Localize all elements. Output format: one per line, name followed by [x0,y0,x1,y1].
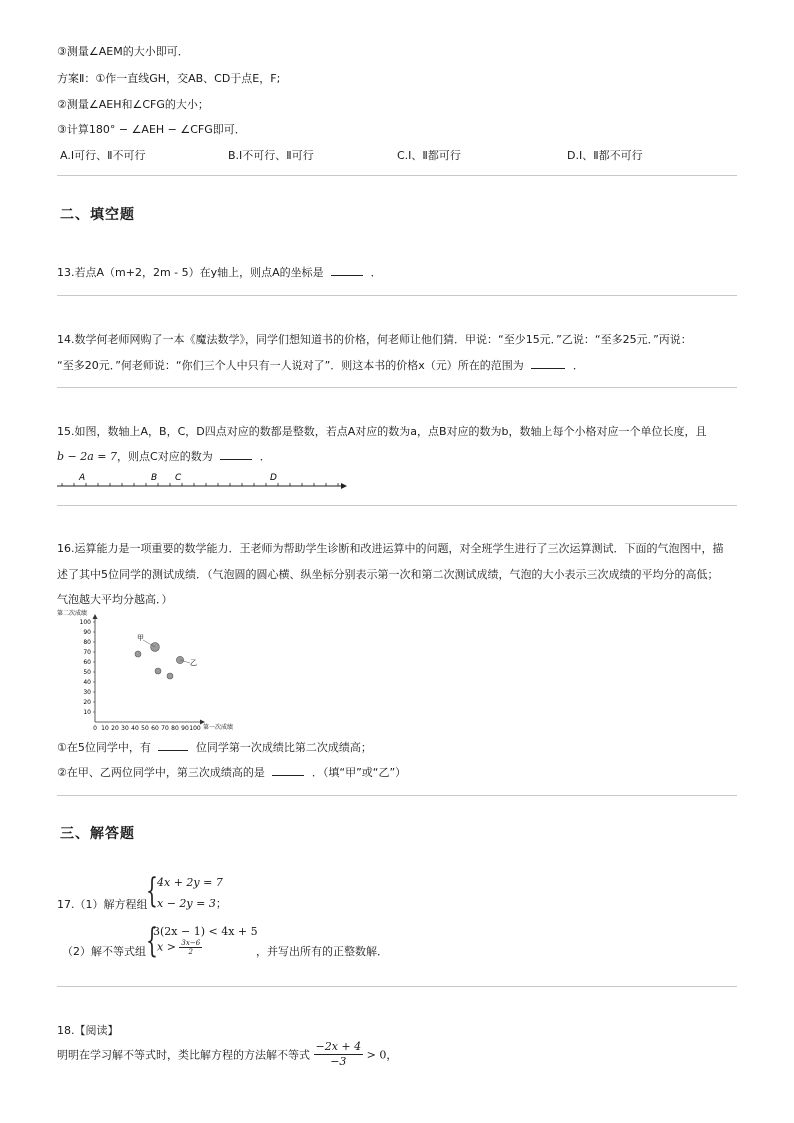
bubble-label: 甲 [137,634,144,642]
q16-line-2: 述了其中5位同学的测试成绩．（气泡圆的圆心横、纵坐标分别表示第一次和第二次测试成绩，气泡的大小表示三次成绩的平均分的高低； [57,568,719,581]
left-brace: { [146,921,158,961]
q12-line-3: ②测量∠AEH和∠CFG的大小； [57,98,209,111]
divider [57,175,737,176]
divider [57,295,737,296]
q17-equation-2-row [157,895,227,911]
q16-line-1: 16.运算能力是一项重要的数学能力．王老师为帮助学生诊断和改进运算中的问题，对全班学生进行了三次运算测试．下面的气泡图中，描 [57,542,724,555]
q17-ineq2-denominator: 2 [188,948,194,956]
divider [57,795,737,796]
q12-option-a[interactable]: A.Ⅰ可行、Ⅱ不可行 [60,149,146,162]
q14-end: ． [572,359,584,372]
number-line [57,470,347,492]
x-tick-label: 100 [189,725,201,732]
q13-end: ． [370,266,382,279]
q18-denominator: −3 [330,1055,347,1068]
q16-sub1-text: ①在5位同学中，有 [57,741,151,754]
q18-title: 18.【阅读】 [57,1024,119,1037]
q17-eq2-suffix: ； [215,897,227,910]
q12-option-c[interactable]: C.Ⅰ、Ⅱ都可行 [397,149,461,162]
x-tick-label: 0 [93,725,97,732]
question-13 [57,264,382,280]
q17-equation-1: 4x + 2y = 7 [157,876,223,889]
y-tick-label: 90 [83,629,91,636]
x-tick-label: 30 [121,725,129,732]
q15-end: ． [259,450,271,463]
x-tick-label: 20 [111,725,119,732]
bubble-chart [55,606,255,734]
q17-part1-label: 17.（1）解方程组 [57,898,148,911]
q12-line-4: ③计算180° − ∠AEH − ∠CFG即可． [57,123,246,136]
bubble-point [167,673,173,679]
y-tick-label: 30 [83,689,91,696]
q17-part2-label: （2）解不等式组 [62,945,146,958]
left-brace: { [146,871,158,911]
bubble-point [135,651,141,657]
q14-answer-blank[interactable] [531,358,565,369]
y-tick-label: 20 [83,699,91,706]
q18-fraction [314,1040,364,1069]
y-tick-label: 10 [83,709,91,716]
divider [57,986,737,987]
q18-line-1 [57,1040,397,1069]
x-tick-label: 50 [141,725,149,732]
q18-inequality-end: > 0， [366,1048,398,1062]
x-tick-label: 60 [151,725,159,732]
q18-text: 明明在学习解不等式时，类比解方程的方法解不等式 [57,1048,310,1062]
question-14-line-2 [57,357,584,373]
point-label-d: D [270,473,277,483]
y-tick-label: 50 [83,669,91,676]
q16-line-3: 气泡越大平均分越高．） [57,593,173,606]
divider [57,505,737,506]
bubble-label: 乙 [190,659,197,667]
q12-line-1: ③测量∠AEM的大小即可． [57,45,189,58]
q15-text: ，则点C对应的数为 [117,450,213,463]
q17-inequality-2 [157,939,202,956]
q17-part2-suffix: ，并写出所有的正整数解． [256,945,388,958]
q16-subquestion-1 [57,739,372,755]
q13-answer-blank[interactable] [331,265,363,276]
y-tick-label: 60 [83,659,91,666]
q15-equation: b − 2a = 7 [57,450,118,463]
point-label-b: B [151,473,158,483]
x-tick-label: 10 [101,725,109,732]
y-tick-label: 80 [83,639,91,646]
q14-text: “至多20元．”何老师说：“你们三个人中只有一人说对了”．则这本书的价格x（元）所在的范围为 [57,359,524,372]
q12-option-b[interactable]: B.Ⅰ不可行、Ⅱ可行 [228,149,314,162]
y-tick-label: 70 [83,649,91,656]
section-title-solutions: 三、解答题 [60,826,135,842]
divider [57,387,737,388]
q17-ineq2-numerator: 3x−6 [181,939,201,947]
x-tick-label: 80 [171,725,179,732]
point-label-c: C [175,473,182,483]
q16-sub1-end: 位同学第一次成绩比第二次成绩高； [195,741,372,754]
q14-line-1: 14.数学何老师网购了一本《魔法数学》，同学们想知道书的价格，何老师让他们猜．甲说：“至少15元．”乙说：“至多25元．”丙说： [57,333,692,346]
y-axis-label: 第二次成绩 [57,610,88,617]
y-tick-label: 100 [79,619,91,626]
x-axis-label: 第一次成绩 [203,724,234,731]
section-title-fill-in: 二、填空题 [60,207,135,223]
q17-equation-2: x − 2y = 3 [157,897,216,910]
q17-ineq2-fraction [179,939,202,956]
q12-option-d[interactable]: D.Ⅰ、Ⅱ都不可行 [567,149,643,162]
q17-inequality-1: 3(2x − 1) < 4x + 5 [153,925,258,938]
question-15-line-2 [57,448,271,464]
x-tick-label: 40 [131,725,139,732]
q16-sub2-end: ．（填“甲”或“乙”） [311,766,407,779]
q17-ineq2-left: x > [157,940,176,954]
q16-sub2-text: ②在甲、乙两位同学中，第三次成绩高的是 [57,766,265,779]
q16-subquestion-2 [57,764,406,780]
q12-line-2: 方案Ⅱ：①作一直线GH，交AB、CD于点E，F; [57,72,281,85]
q13-text: 13.若点A（m+2，2m - 5）在y轴上，则点A的坐标是 [57,266,324,279]
q18-numerator: −2x + 4 [315,1040,362,1053]
x-tick-label: 90 [181,725,189,732]
point-label-a: A [79,473,86,483]
q15-line-1: 15.如图，数轴上A，B，C，D四点对应的数都是整数，若点A对应的数为a，点B对应的数为b，数轴上每个小格对应一个单位长度，且 [57,425,707,438]
x-tick-label: 70 [161,725,169,732]
q16-sub2-answer-blank[interactable] [272,765,304,776]
q15-answer-blank[interactable] [220,449,252,460]
bubble-point [155,668,161,674]
q16-sub1-answer-blank[interactable] [158,740,188,751]
y-tick-label: 40 [83,679,91,686]
